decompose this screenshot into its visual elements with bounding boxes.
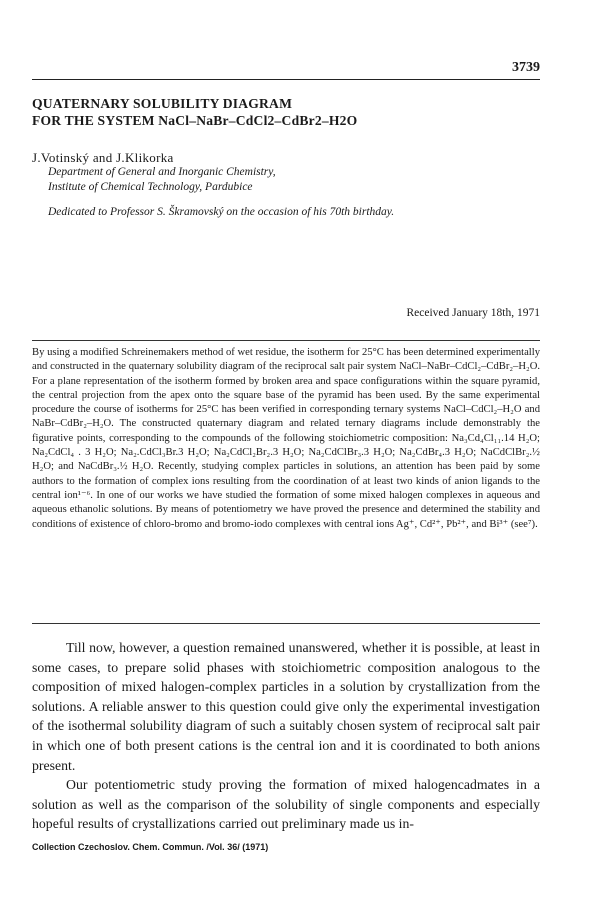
dedication: Dedicated to Professor S. Škramovský on the occasion of his 70th birthday. (48, 206, 395, 218)
title-line-1: QUATERNARY SOLUBILITY DIAGRAM (32, 96, 293, 111)
header-rule (32, 79, 540, 80)
article-title (32, 95, 552, 129)
abstract-top-rule (32, 340, 540, 341)
title-system-formula: NaCl–NaBr–CdCl2–CdBr2–H2O (158, 113, 358, 128)
abstract-bottom-rule (32, 623, 540, 624)
body-paragraph-2: Our potentiometric study proving the formation of mixed halogencadmates in a solution as well as the comparison of the solubility of single components and especially hopeful results of crystallizations carried out preliminary made us in- (32, 777, 540, 832)
received-date: Received January 18th, 1971 (406, 307, 540, 319)
body-text (32, 638, 540, 834)
journal-footer: Collection Czechoslov. Chem. Commun. /Vol. 36/ (1971) (32, 842, 269, 852)
body-paragraph-1: Till now, however, a question remained unanswered, whether it is possible, at least in some cases, to prepare solid phases with stoichiometric composition analogous to the composition of mixed halogen-complex particles in a solution by crystallization from the solutions. A reliable answer to this question could give only the experimental investigation of the isothermal solubility diagram of such a suitably chosen system of reciprocal salt pair in which one of both present cations is the central ion and it is coordinated to both anions present. (32, 640, 540, 773)
affiliation-line-1: Department of General and Inorganic Chemistry, (48, 166, 276, 178)
affiliation-line-2: Institute of Chemical Technology, Pardubice (48, 181, 253, 193)
page-number: 3739 (512, 60, 540, 75)
abstract-text: By using a modified Schreinemakers method of wet residue, the isotherm for 25°C has been determined experimentally and constructed in the quaternary solubility diagram of the reciprocal salt pair system NaCl–NaBr–CdCl₂–CdBr₂–H₂O. For a plane representation of the isotherm formed by broken area and space configurations within the square pyramid, the central projection from the apex onto the square base of the pyramid has been used. By the same experimental procedure the course of isotherms for 25°C has been verified in corresponding ternary systems NaCl–CdCl₂–H₂O and NaBr–CdBr₂–H₂O. The constructed quaternary diagram and related ternary diagrams include demonstrably the figurative points, corresponding to the compounds of the following stoichiometric composition: Na₃Cd₄Cl₁₁.14 H₂O; Na₂CdCl₄ . 3 H₂O; Na₂.CdCl₃Br.3 H₂O; Na₂CdCl₂Br₂.3 H₂O; Na₂CdClBr₃.3 H₂O; Na₂CdBr₄.3 H₂O; NaCdClBr₂.½ H₂O; and NaCdBr₃.½ H₂O. Recently, studying complex particles in solutions, an attention has been paid by some authors to the formation of complex ions resulting from the coordination of at least two kinds of anion ligands to the central ion¹⁻⁶. In one of our works we have studied the formation of some mixed halogen complexes in aqueous and aqueous ethanolic solutions. By means of potentiometry we have proved the presence and determined the stability and conditions of existence of chloro-bromo and bromo-iodo complexes with central ions Ag⁺, Cd²⁺, Pb²⁺, and Bi³⁺ (see⁷). (32, 347, 540, 530)
title-line-2 (32, 112, 552, 129)
affiliation (48, 165, 276, 195)
abstract (32, 346, 540, 532)
title-line-2-prefix: FOR THE SYSTEM (32, 113, 159, 128)
authors: J.Votinský and J.Klikorka (32, 150, 174, 165)
